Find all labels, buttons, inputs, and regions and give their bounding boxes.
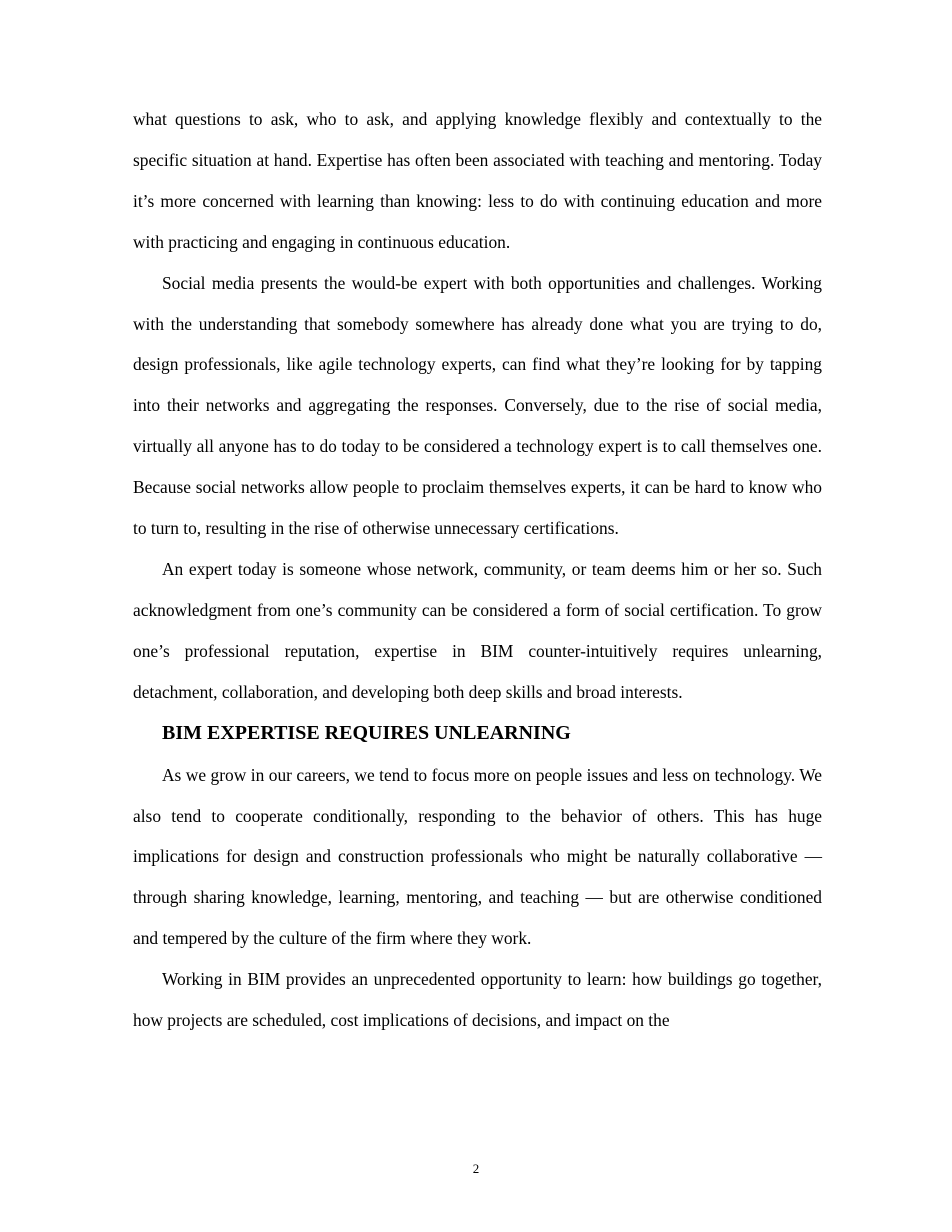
paragraph-expert-today: An expert today is someone whose network, community, or team deems him or her so. Such acknowledgment from one’s community can be considered a form of social certification. To grow one’s professional reputation, expertise in BIM counter-intuitively requires unlearning, detachment, collaboration, and developing both deep skills and broad interests. bbox=[133, 558, 822, 702]
paragraph-social-media: Social media presents the would-be expert with both opportunities and challenges. Working with the understanding that somebody somewhere has already done what you are trying to do, design professionals, like agile technology experts, can find what they’re looking for by tapping into their networks and aggregating the responses. Conversely, due to the rise of social media, virtually all anyone has to do today to be considered a technology expert is to call themselves one. Because social networks allow people to proclaim themselves experts, it can be hard to know who to turn to, resulting in the rise of otherwise unnecessary certifications. bbox=[133, 272, 822, 539]
section-heading: BIM EXPERTISE REQUIRES UNLEARNING bbox=[162, 721, 571, 744]
paragraph-continued: what questions to ask, who to ask, and applying knowledge flexibly and contextually to the specific situation at hand. Expertise has often been associated with teaching and mentoring. Today it’s more concerned with learning than knowing: less to do with continuing education and more with practicing and engaging in continuous education. bbox=[133, 109, 822, 252]
paragraph-working-in-bim: Working in BIM provides an unprecedented opportunity to learn: how buildings go together, how projects are scheduled, cost implications of decisions, and impact on the bbox=[133, 969, 822, 1031]
document-page bbox=[133, 99, 822, 1041]
page-number: 2 bbox=[472, 1161, 480, 1176]
paragraph-careers: As we grow in our careers, we tend to focus more on people issues and less on technology. We also tend to cooperate conditionally, responding to the behavior of others. This has huge implications for design and construction professionals who might be naturally collaborative — through sharing knowledge, learning, mentoring, and teaching — but are otherwise conditioned and tempered by the culture of the firm where they work. bbox=[133, 764, 822, 949]
